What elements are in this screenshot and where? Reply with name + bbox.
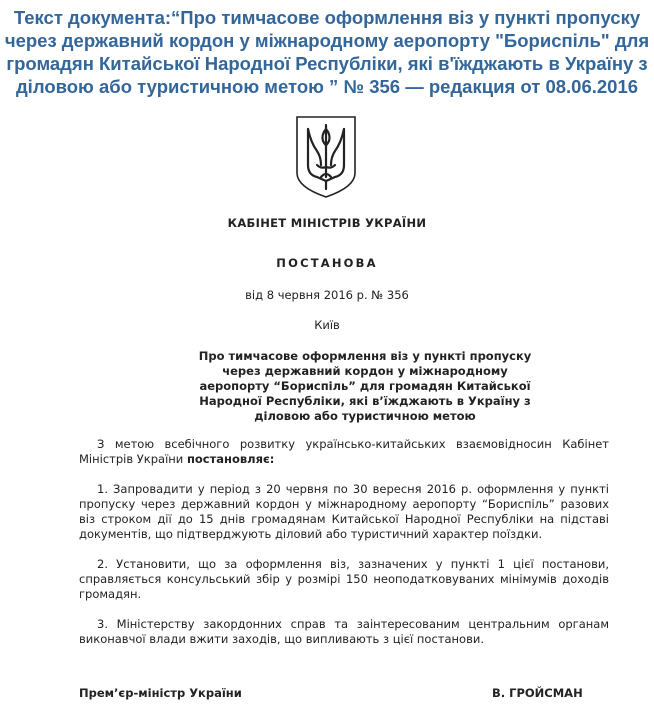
document-body bbox=[79, 437, 609, 662]
preamble bbox=[79, 437, 609, 467]
document-date: від 8 червня 2016 р. № 356 bbox=[245, 288, 409, 302]
preamble-text: З метою всебічного розвитку українсько-китайських взаємовідносин Кабінет Міністрів України bbox=[79, 437, 609, 466]
clause-2: 2. Установити, що за оформлення віз, зазначених у пункті 1 цієї постанови, справляється консульський збір у розмірі 150 неоподатковуваних мінімумів доходів громадян. bbox=[79, 557, 609, 601]
document-place: Київ bbox=[314, 318, 340, 332]
document-type: ПОСТАНОВА bbox=[276, 256, 378, 270]
clause-3: 3. Міністерству закордонних справ та заінтересованим центральним органам виконавчої влади вжити заходів, що випливають з цієї постанови. bbox=[79, 617, 609, 646]
clause-1: 1. Запровадити у період з 20 червня по 30 вересня 2016 р. оформлення у пункті пропуску через державний кордон у міжнародному аеропорту “Бориспіль” разових віз строком дії до 15 днів громадянам Китайської Народної Республіки на підставі документів, що підтверджують діловий або туристичний характер поїздки. bbox=[79, 482, 609, 541]
preamble-decision: постановляє: bbox=[186, 452, 275, 466]
page-title: Текст документа:“Про тимчасове оформлення віз у пункті пропуску через державний кордон у міжнародному аеропорту "Бориспіль" для громадян Китайської Народної Республіки, які в'їжджають в Україну з діловою або туристичною метою ” № 356 — редакция от 08.06.2016 bbox=[4, 7, 650, 97]
document-title: Про тимчасове оформлення віз у пункті пропуску через державний кордон у міжнародному аеропорту “Бориспіль” для громадян Китайської Народної Республіки, які в’їжджають в Україну з діловою або туристичною метою bbox=[198, 349, 532, 423]
signature-position: Прем’єр-міністр України bbox=[79, 686, 242, 700]
trident-emblem-icon bbox=[295, 115, 357, 199]
issuer: КАБІНЕТ МІНІСТРІВ УКРАЇНИ bbox=[227, 216, 427, 230]
signature-name: В. ГРОЙСМАН bbox=[492, 686, 583, 700]
